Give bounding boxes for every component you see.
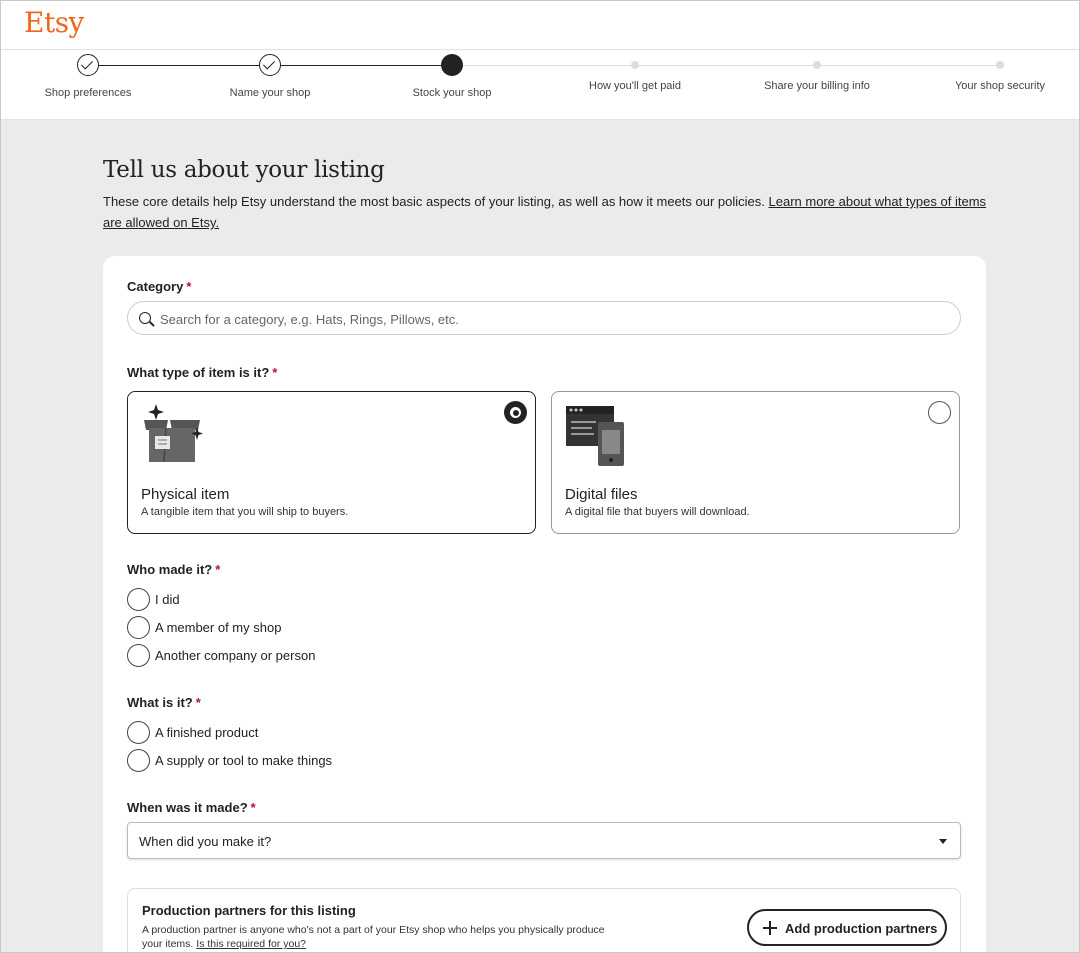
production-partners-title: Production partners for this listing: [142, 903, 356, 918]
step-label: Shop preferences: [44, 87, 132, 99]
etsy-logo[interactable]: Etsy: [24, 6, 84, 39]
radio-button[interactable]: [127, 749, 150, 772]
who-made-label-text: Who made it?: [127, 562, 213, 577]
step-how-youll-get-paid: [555, 54, 715, 92]
what-is-it-label: [127, 695, 201, 710]
caret-down-icon: [939, 839, 947, 844]
when-made-select[interactable]: [127, 822, 961, 859]
step-name-your-shop[interactable]: [190, 54, 350, 99]
when-made-select-value: When did you make it?: [139, 834, 272, 849]
step-shop-security: [920, 54, 1080, 92]
onboarding-stepper: [0, 50, 1080, 120]
radio-button[interactable]: [127, 588, 150, 611]
category-search-input[interactable]: [160, 308, 940, 330]
category-search[interactable]: [127, 301, 961, 335]
digital-files-option[interactable]: [551, 391, 960, 534]
radio-label: A finished product: [155, 725, 259, 740]
step-stock-your-shop: [372, 54, 532, 99]
radio-label: Another company or person: [155, 648, 316, 663]
listing-details-card: [103, 256, 986, 953]
production-partners-description: [142, 923, 612, 951]
search-icon: [139, 312, 151, 324]
radio-button[interactable]: [127, 616, 150, 639]
required-mark: *: [272, 365, 278, 380]
description-text: These core details help Etsy understand the most basic aspects of your listing, as well as how it meets our policies.: [103, 194, 765, 209]
item-type-label-text: What type of item is it?: [127, 365, 270, 380]
radio-label: A supply or tool to make things: [155, 753, 333, 768]
radio-label: I did: [155, 592, 180, 607]
top-bar: [0, 0, 1080, 50]
when-made-label-text: When was it made?: [127, 800, 248, 815]
step-shop-preferences[interactable]: [8, 54, 168, 99]
step-label: Stock your shop: [412, 87, 492, 99]
required-mark: *: [186, 279, 192, 294]
add-production-partners-label: Add production partners: [785, 921, 938, 936]
page-title: Tell us about your listing: [103, 157, 385, 183]
physical-item-title: Physical item: [141, 486, 230, 503]
category-label: [127, 279, 191, 294]
digital-files-title: Digital files: [565, 486, 638, 503]
check-icon: [77, 54, 99, 76]
digital-files-subtitle: A digital file that buyers will download.: [565, 506, 750, 518]
production-partners-panel: [127, 888, 961, 953]
stepper-remaining-line: [452, 65, 1000, 66]
who-made-label: [127, 562, 220, 577]
what-is-it-label-text: What is it?: [127, 695, 193, 710]
digital-files-radio[interactable]: [928, 401, 951, 424]
add-production-partners-button[interactable]: [747, 909, 947, 946]
step-share-billing-info: [737, 54, 897, 92]
required-mark: *: [195, 695, 201, 710]
box-icon: [140, 404, 210, 474]
step-label: Share your billing info: [764, 80, 870, 92]
step-label: How you'll get paid: [589, 80, 681, 92]
pending-step-dot: [813, 61, 821, 69]
radio-button[interactable]: [127, 721, 150, 744]
pending-step-dot: [631, 61, 639, 69]
step-label: Name your shop: [229, 87, 311, 99]
digital-files-icon: [564, 404, 634, 474]
when-made-label: [127, 800, 256, 815]
check-icon: [259, 54, 281, 76]
production-partners-text: A production partner is anyone who's not a part of your Etsy shop who helps you physically produce your items.: [142, 924, 605, 950]
physical-item-subtitle: A tangible item that you will ship to buyers.: [141, 506, 349, 518]
required-mark: *: [215, 562, 221, 577]
required-mark: *: [250, 800, 256, 815]
radio-button[interactable]: [127, 644, 150, 667]
production-partners-help-link[interactable]: Is this required for you?: [196, 938, 307, 950]
physical-item-option[interactable]: [127, 391, 536, 534]
page-description: [103, 191, 993, 233]
current-step-dot: [441, 54, 463, 76]
pending-step-dot: [996, 61, 1004, 69]
item-type-label: [127, 365, 277, 380]
allowed-items-link[interactable]: Learn more about what types of items are allowed on Etsy.: [103, 194, 987, 230]
physical-item-radio[interactable]: [504, 401, 527, 424]
step-label: Your shop security: [954, 80, 1046, 92]
radio-label: A member of my shop: [155, 620, 282, 635]
category-label-text: Category: [127, 279, 184, 294]
plus-icon: [763, 921, 777, 935]
